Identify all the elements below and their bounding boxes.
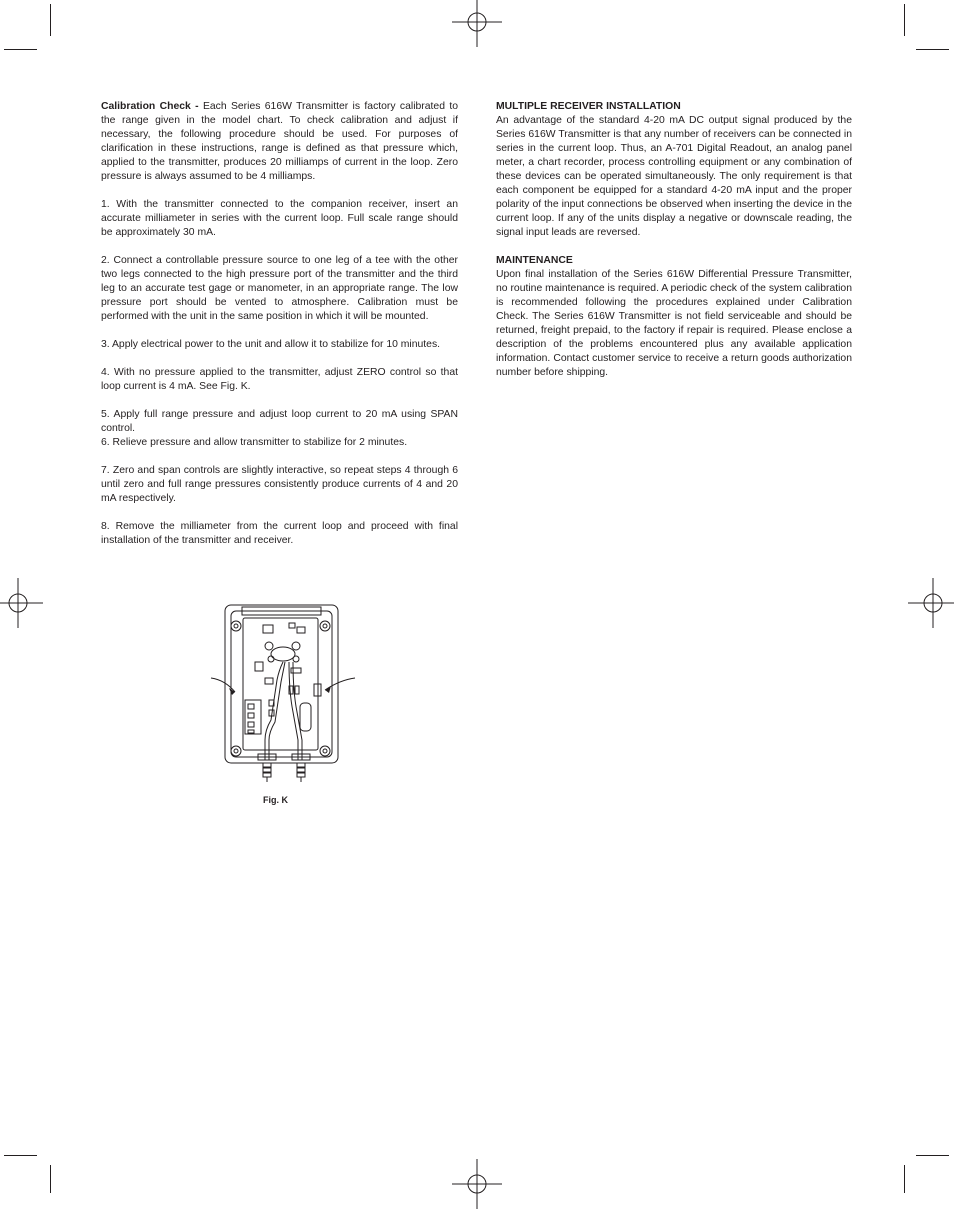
crop-mark <box>904 1165 905 1193</box>
crop-mark <box>50 1165 51 1193</box>
multiple-receiver-heading: MULTIPLE RECEIVER INSTALLATION <box>496 101 681 112</box>
crop-mark <box>4 49 37 50</box>
calibration-text: Each Series 616W Transmitter is factory calibrated to the range given in the model chart. To check calibration and adjust if necessary, the following procedure should be used. For purposes of clarification in these instructions, range is defined as that pressure which, applied to the transmitter, produces 20 milliamps of current in the loop. Zero pressure is always assumed to be 4 milliamps. <box>101 101 458 182</box>
calibration-heading: Calibration Check - <box>101 101 199 112</box>
step-8: 8. Remove the milliameter from the current loop and proceed with final installation of the transmitter and receiver. <box>101 521 458 546</box>
registration-mark-right <box>908 578 954 628</box>
step-5: 5. Apply full range pressure and adjust loop current to 20 mA using SPAN control. <box>101 409 458 434</box>
left-column <box>101 100 458 562</box>
transmitter-diagram <box>205 600 365 790</box>
crop-mark <box>904 4 905 36</box>
step-6: 6. Relieve pressure and allow transmitter to stabilize for 2 minutes. <box>101 437 408 448</box>
maintenance-text: Upon final installation of the Series 616W Differential Pressure Transmitter, no routine maintenance is required. A periodic check of the system calibration is recommended following the procedures explained under Calibration Check. The Series 616W Transmitter is not field serviceable and should be returned, freight prepaid, to the factory if repair is required. Please enclose a description of the problems encountered plus any available application information. Contact customer service to receive a return goods authorization number before shipping. <box>496 269 852 378</box>
step-3: 3. Apply electrical power to the unit and allow it to stabilize for 10 minutes. <box>101 339 441 350</box>
step-7: 7. Zero and span controls are slightly interactive, so repeat steps 4 through 6 until zero and full range pressures consistently produce currents of 4 and 20 mA respectively. <box>101 465 458 504</box>
crop-mark <box>50 4 51 36</box>
crop-mark <box>4 1155 37 1156</box>
crop-mark <box>916 1155 949 1156</box>
registration-mark-bottom <box>452 1159 502 1209</box>
calibration-paragraph <box>101 100 458 184</box>
registration-mark-left <box>0 578 43 628</box>
registration-mark-top <box>452 0 502 47</box>
step-2: 2. Connect a controllable pressure source to one leg of a tee with the other two legs connected to the high pressure port of the transmitter and the third leg to an accurate test gage or manometer, in an appropriate range. The low pressure port should be vented to atmosphere. Calibration must be performed with the unit in the same position in which it will be mounted. <box>101 255 458 322</box>
maintenance-heading: MAINTENANCE <box>496 255 573 266</box>
crop-mark <box>916 49 949 50</box>
multiple-receiver-text: An advantage of the standard 4-20 mA DC output signal produced by the Series 616W Transmitter is that any number of receivers can be connected in series in the current loop. Thus, an A-701 Digital Readout, an analog panel meter, a chart recorder, process controlling equipment or any combination of these devices can be operated simultaneously. The only requirement is that each component be equipped for a standard 4-20 mA input and the proper polarity of the input connections be observed when inserting the device in the current loop. If any of the units display a negative or downscale reading, the signal input leads are reversed. <box>496 115 852 238</box>
step-4: 4. With no pressure applied to the transmitter, adjust ZERO control so that loop current is 4 mA. See Fig. K. <box>101 367 458 392</box>
step-1: 1. With the transmitter connected to the companion receiver, insert an accurate milliameter in series with the current loop. Full scale range should be approximately 30 mA. <box>101 199 458 238</box>
right-column <box>496 100 852 394</box>
figure-caption: Fig. K <box>263 795 288 805</box>
